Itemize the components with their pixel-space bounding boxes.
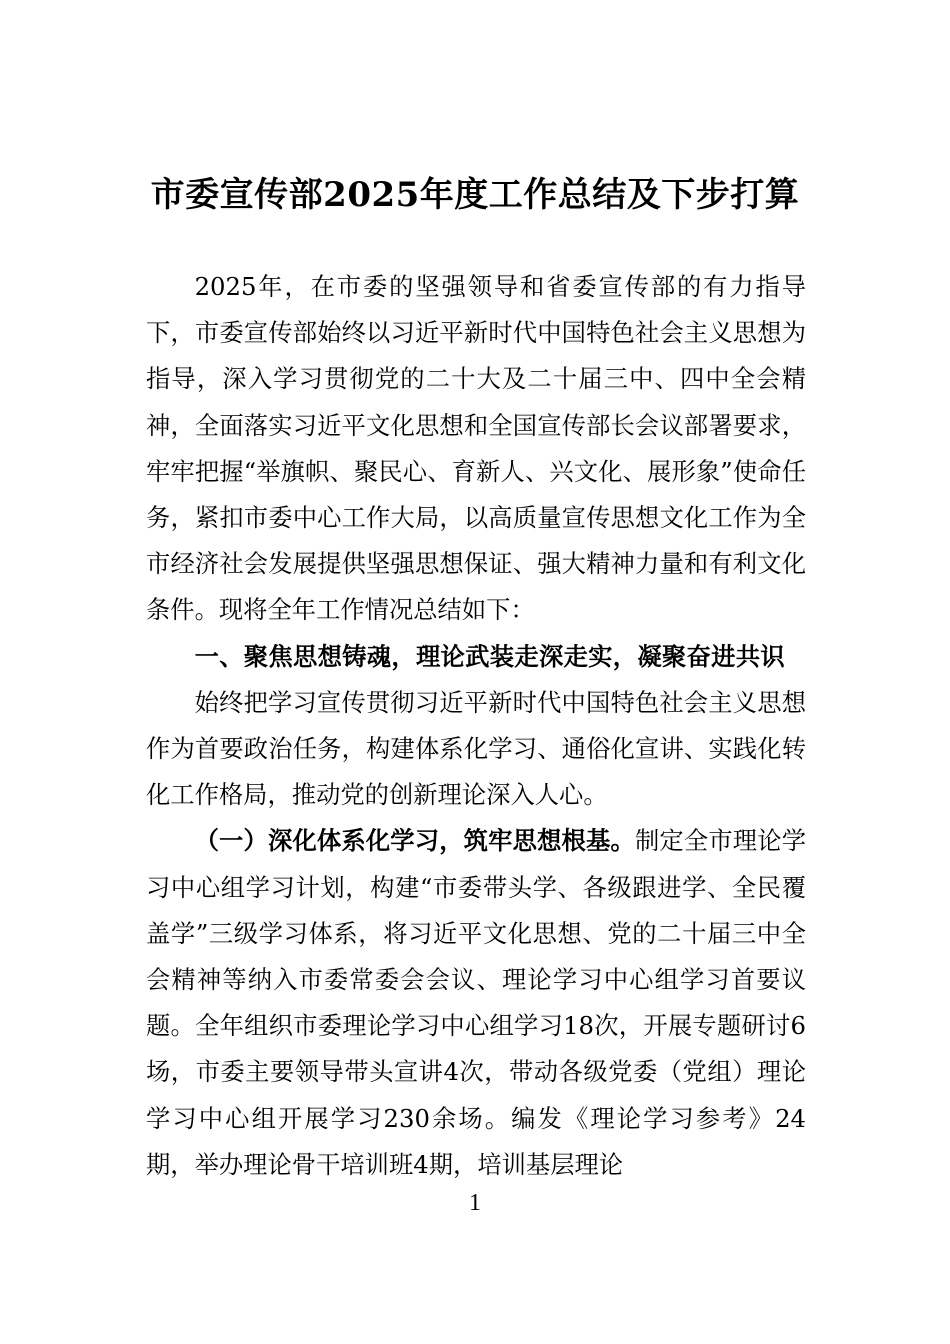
subsection-heading: （一）深化体系化学习，筑牢思想根基。 — [194, 826, 635, 856]
document-body — [146, 264, 806, 1188]
intro-paragraph: 2025年，在市委的坚强领导和省委宣传部的有力指导下，市委宣传部始终以习近平新时代中国特色社会主义思想为指导，深入学习贯彻党的二十大及二十届三中、四中全会精神，全面落实习近平文化思想和全国宣传部长会议部署要求，牢牢把握“举旗帜、聚民心、育新人、兴文化、展形象”使命任务，紧扣市委中心工作大局，以高质量宣传思想文化工作为全市经济社会发展提供坚强思想保证、强大精神力量和有利文化条件。现将全年工作情况总结如下： — [146, 272, 806, 625]
subsection-text: 制定全市理论学习中心组学习计划，构建“市委带头学、各级跟进学、全民覆盖学”三级学习体系，将习近平文化思想、党的二十届三中全会精神等纳入市委常委会会议、理论学习中心组学习首要议题。全年组织市委理论学习中心组学习18次，开展专题研讨6场，市委主要领导带头宣讲4次，带动各级党委（党组）理论学习中心组开展学习230余场。编发《理论学习参考》24期，举办理论骨干培训班4期，培训基层理论 — [146, 826, 807, 1179]
section-paragraph: 始终把学习宣传贯彻习近平新时代中国特色社会主义思想作为首要政治任务，构建体系化学习、通俗化宣讲、实践化转化工作格局，推动党的创新理论深入人心。 — [146, 687, 806, 810]
page-number: 1 — [469, 1190, 481, 1216]
subsection-paragraph — [146, 818, 806, 1188]
document-title: 市委宣传部2025年度工作总结及下步打算 — [150, 175, 800, 215]
section-heading: 一、聚焦思想铸魂，理论武装走深走实，凝聚奋进共识 — [194, 641, 785, 671]
